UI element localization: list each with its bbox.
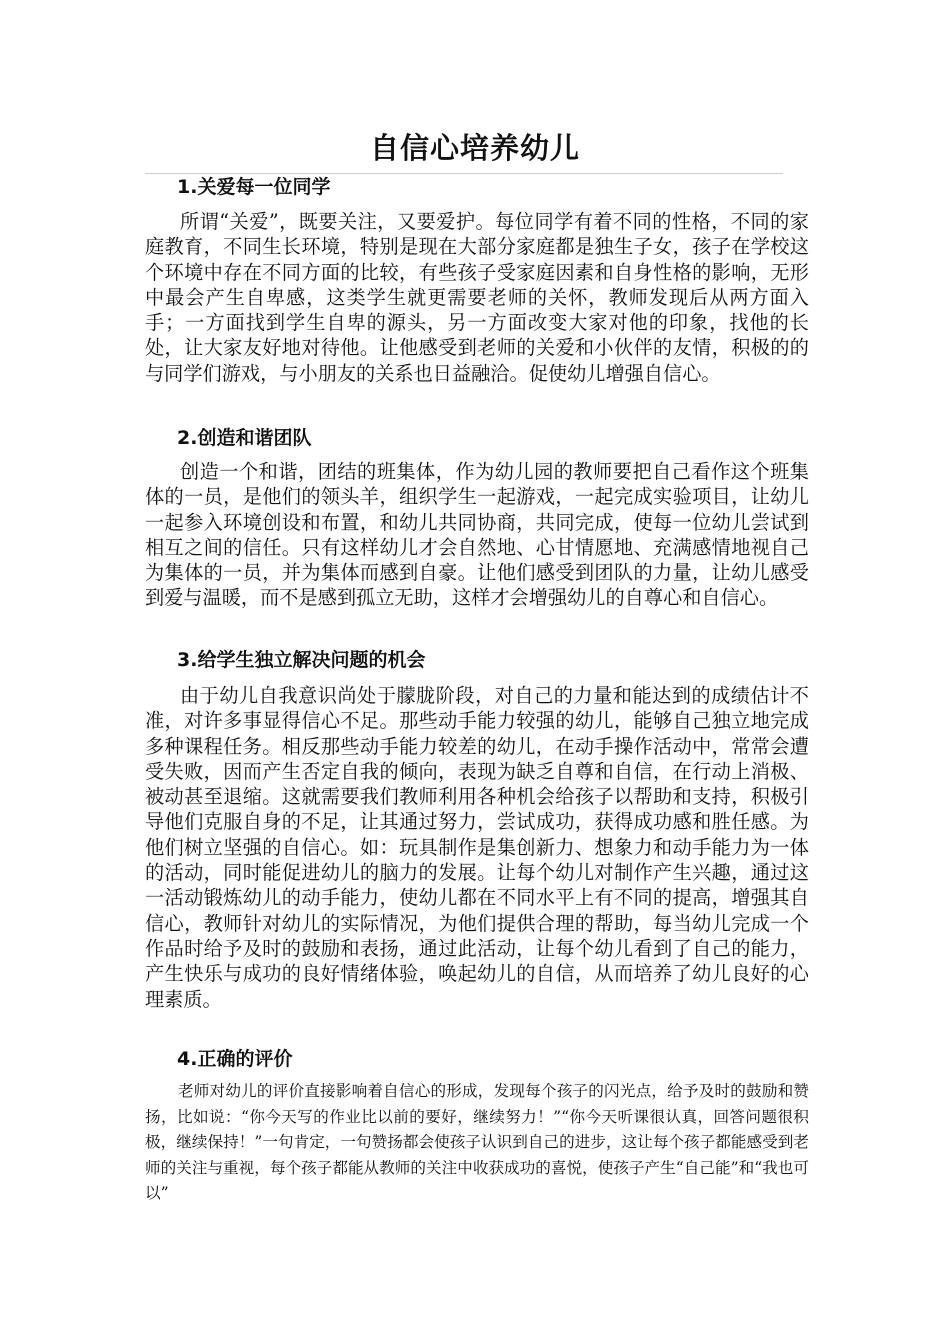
section-heading-4: 4.正确的评价 [177, 1048, 293, 1070]
document-title: 自信心培养幼儿 [369, 131, 580, 165]
section-paragraph-3: 由于幼儿自我意识尚处于朦胧阶段，对自己的力量和能达到的成绩估计不准，对许多事显得信心不足。那些动手能力较强的幼儿，能够自己独立地完成多种课程任务。相反那些动手能力较差的幼儿，在动手操作活动中，常常会遭受失败，因而产生否定自我的倾向，表现为缺乏自尊和自信，在行动上消极、被动甚至退缩。这就需要我们教师利用各种机会给孩子以帮助和支持，积极引导他们克服自身的不足，让其通过努力，尝试成功，获得成功感和胜任感。为他们树立坚强的自信心。如：玩具制作是集创新力、想象力和动手能力为一体的活动，同时能促进幼儿的脑力的发展。让每个幼儿对制作产生兴趣，通过这一活动锻炼幼儿的动手能力，使幼儿都在不同水平上有不同的提高，增强其自信心，教师针对幼儿的实际情况，为他们提供合理的帮助，每当幼儿完成一个作品时给予及时的鼓励和表扬，通过此活动，让每个幼儿看到了自己的能力，产生快乐与成功的良好情绪体验，唤起幼儿的自信，从而培养了幼儿良好的心理素质。 [145, 684, 809, 1011]
section-paragraph-4: 老师对幼儿的评价直接影响着自信心的形成，发现每个孩子的闪光点，给予及时的鼓励和赞扬，比如说：“你今天写的作业比以前的要好，继续努力！”“你今天听课很认真，回答问题很积极，继续保持！”一句肯定，一句赞扬都会使孩子认识到自己的进步，这让每个孩子都能感受到老师的关注与重视，每个孩子都能从教师的关注中收获成功的喜悦，使孩子产生“自己能”和“我也可以” [145, 1082, 809, 1202]
section-paragraph-2: 创造一个和谐，团结的班集体，作为幼儿园的教师要把自己看作这个班集体的一员，是他们的领头羊，组织学生一起游戏，一起完成实验项目，让幼儿一起参入环境创设和布置，和幼儿共同协商，共同完成，使每一位幼儿尝试到相互之间的信任。只有这样幼儿才会自然地、心甘情愿地、充满感情地视自己为集体的一员，并为集体而感到自豪。让他们感受到团队的力量，让幼儿感受到爱与温暖，而不是感到孤立无助，这样才会增强幼儿的自尊心和自信心。 [145, 460, 809, 610]
section-heading-2: 2.创造和谐团队 [177, 427, 312, 449]
section-heading-3: 3.给学生独立解决问题的机会 [177, 649, 426, 671]
section-paragraph-1: 所谓“关爱”，既要关注，又要爱护。每位同学有着不同的性格，不同的家庭教育，不同生长环境，特别是现在大部分家庭都是独生子女，孩子在学校这个环境中存在不同方面的比较，有些孩子受家庭因素和自身性格的影响，无形中最会产生自卑感，这类学生就更需要老师的关怀，教师发现后从两方面入手；一方面找到学生自卑的源头，另一方面改变大家对他的印象，找他的长处，让大家友好地对待他。让他感受到老师的关爱和小伙伴的友情，积极的的与同学们游戏，与小朋友的关系也日益融洽。促使幼儿增强自信心。 [145, 210, 809, 385]
section-heading-1: 1.关爱每一位同学 [177, 176, 331, 198]
